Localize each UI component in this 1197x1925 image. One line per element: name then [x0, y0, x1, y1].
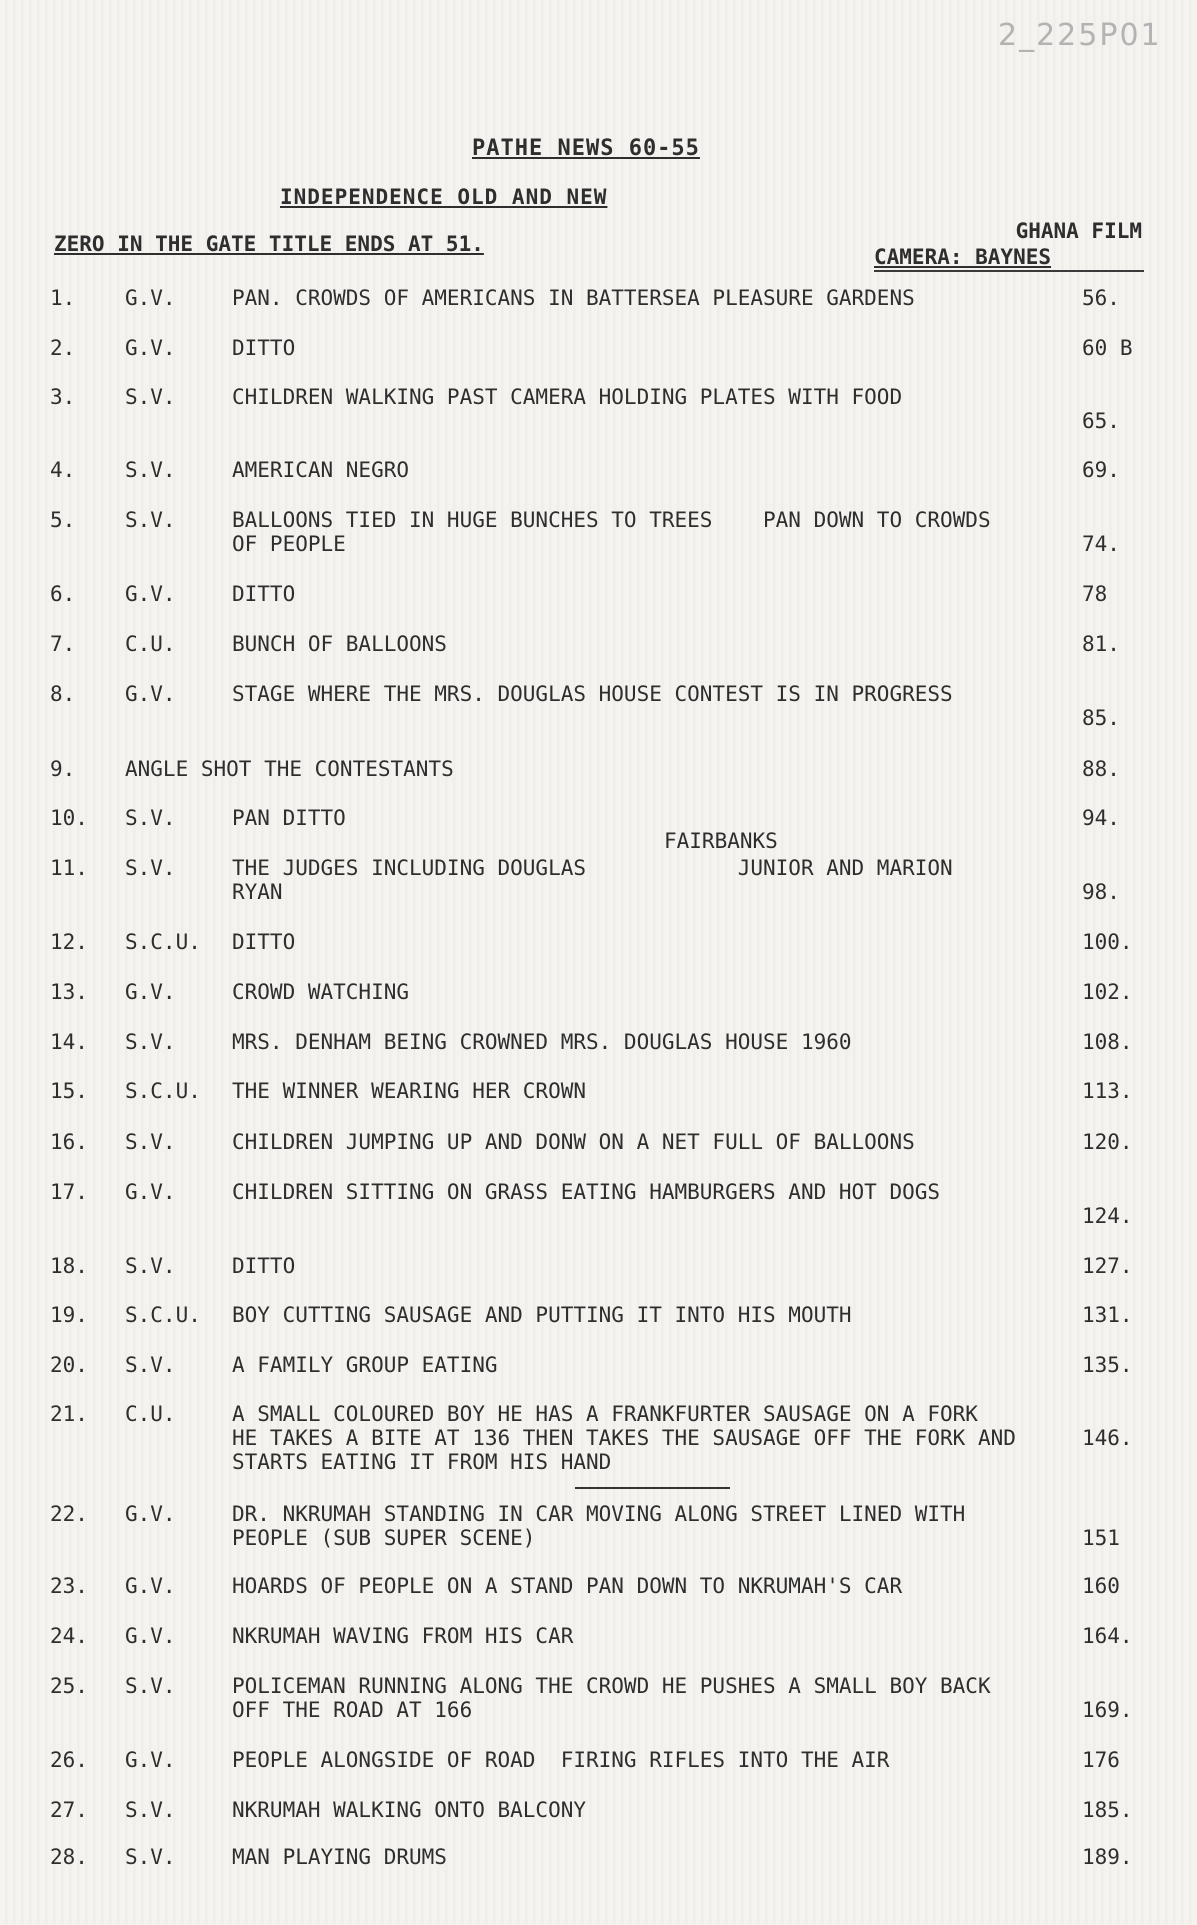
- shot-number: 24.: [50, 1624, 88, 1648]
- shot-type: S.C.U.: [125, 1303, 201, 1327]
- shot-number: 11.: [50, 856, 88, 880]
- footage-count: 65.: [1082, 409, 1120, 433]
- footage-count: 146.: [1082, 1426, 1133, 1450]
- footage-count: 102.: [1082, 980, 1133, 1004]
- shot-description: AMERICAN NEGRO: [232, 458, 410, 482]
- shot-row: [0, 682, 1197, 742]
- shot-row: [0, 508, 1197, 568]
- footage-count: 85.: [1082, 706, 1120, 730]
- shot-description: STAGE WHERE THE MRS. DOUGLAS HOUSE CONTEST IS IN PROGRESS: [232, 682, 953, 706]
- footage-count: 88.: [1082, 757, 1120, 781]
- footage-count: 108.: [1082, 1030, 1133, 1054]
- shot-number: 3.: [50, 385, 76, 409]
- shot-type: G.V.: [125, 336, 176, 360]
- shot-type: S.V.: [125, 508, 176, 532]
- shot-type: S.V.: [125, 1254, 176, 1278]
- shot-type: S.V.: [125, 458, 176, 482]
- shot-number: 15.: [50, 1079, 88, 1103]
- shot-type: G.V.: [125, 286, 176, 310]
- pen-mark: [575, 1487, 730, 1489]
- shot-type: S.C.U.: [125, 930, 201, 954]
- shot-row: [0, 1674, 1197, 1734]
- shot-description: A SMALL COLOURED BOY HE HAS A FRANKFURTER SAUSAGE ON A FORK HE TAKES A BITE AT 136 THEN TAKES THE SAUSAGE OFF THE FORK AND STARTS EATING IT FROM HIS HAND: [232, 1402, 1016, 1474]
- footage-count: 189.: [1082, 1845, 1133, 1869]
- shot-description: NKRUMAH WALKING ONTO BALCONY: [232, 1798, 587, 1822]
- footage-count: 74.: [1082, 532, 1120, 556]
- footage-count: 78: [1082, 582, 1108, 606]
- shot-number: 6.: [50, 582, 76, 606]
- zero-in-gate-line: ZERO IN THE GATE TITLE ENDS AT 51.: [54, 232, 484, 256]
- inserted-correction: FAIRBANKS: [664, 829, 778, 853]
- shot-row: [0, 829, 1197, 916]
- shot-description: POLICEMAN RUNNING ALONG THE CROWD HE PUSHES A SMALL BOY BACK OFF THE ROAD AT 166: [232, 1674, 991, 1722]
- footage-count: 151: [1082, 1526, 1120, 1550]
- shot-number: 18.: [50, 1254, 88, 1278]
- camera-credit: CAMERA: BAYNES: [874, 245, 1052, 269]
- shot-description: BOY CUTTING SAUSAGE AND PUTTING IT INTO HIS MOUTH: [232, 1303, 852, 1327]
- shot-description: PEOPLE ALONGSIDE OF ROAD FIRING RIFLES INTO THE AIR: [232, 1748, 890, 1772]
- footage-count: 169.: [1082, 1698, 1133, 1722]
- document-title: PATHE NEWS 60-55: [472, 136, 700, 161]
- shot-number: 7.: [50, 632, 76, 656]
- shot-description: BALLOONS TIED IN HUGE BUNCHES TO TREES PAN DOWN TO CROWDS OF PEOPLE: [232, 508, 991, 556]
- shot-description: BUNCH OF BALLOONS: [232, 632, 447, 656]
- shot-description: DITTO: [232, 1254, 296, 1278]
- footage-count: 100.: [1082, 930, 1133, 954]
- shot-number: 10.: [50, 806, 88, 830]
- footage-count: 60 B: [1082, 336, 1133, 360]
- shot-type: C.U.: [125, 1402, 176, 1426]
- shot-description: CHILDREN WALKING PAST CAMERA HOLDING PLATES WITH FOOD: [232, 385, 903, 409]
- shot-number: 25.: [50, 1674, 88, 1698]
- shot-number: 19.: [50, 1303, 88, 1327]
- shot-description: MAN PLAYING DRUMS: [232, 1845, 447, 1869]
- footage-count: 135.: [1082, 1353, 1133, 1377]
- shot-row: [0, 1180, 1197, 1240]
- shot-number: 23.: [50, 1574, 88, 1598]
- shot-description: DITTO: [232, 582, 296, 606]
- shot-type: S.V.: [125, 1845, 176, 1869]
- footage-count: 81.: [1082, 632, 1120, 656]
- shot-number: 27.: [50, 1798, 88, 1822]
- shot-number: 14.: [50, 1030, 88, 1054]
- footage-count: 160: [1082, 1574, 1120, 1598]
- shot-number: 9.: [50, 757, 76, 781]
- shot-description: A FAMILY GROUP EATING: [232, 1353, 498, 1377]
- shot-description: THE JUDGES INCLUDING DOUGLAS JUNIOR AND MARION RYAN: [232, 856, 953, 904]
- shot-description: CHILDREN SITTING ON GRASS EATING HAMBURGERS AND HOT DOGS: [232, 1180, 941, 1204]
- shot-row: [0, 385, 1197, 445]
- shot-type: S.V.: [125, 1353, 176, 1377]
- footage-count: 124.: [1082, 1204, 1133, 1228]
- shot-number: 1.: [50, 286, 76, 310]
- shot-number: 26.: [50, 1748, 88, 1772]
- shot-description: PAN DITTO: [232, 806, 346, 830]
- shot-type: G.V.: [125, 1502, 176, 1526]
- footage-count: 113.: [1082, 1079, 1133, 1103]
- shot-type: S.V.: [125, 1674, 176, 1698]
- shot-number: 8.: [50, 682, 76, 706]
- shot-description: NKRUMAH WAVING FROM HIS CAR: [232, 1624, 574, 1648]
- shot-type: G.V.: [125, 1748, 176, 1772]
- shot-type: G.V.: [125, 682, 176, 706]
- shot-description: CHILDREN JUMPING UP AND DONW ON A NET FULL OF BALLOONS: [232, 1130, 915, 1154]
- shot-type: S.V.: [125, 806, 176, 830]
- shot-number: 28.: [50, 1845, 88, 1869]
- shot-number: 17.: [50, 1180, 88, 1204]
- shot-row: [0, 1845, 1197, 1905]
- shot-number: 12.: [50, 930, 88, 954]
- shot-description: THE WINNER WEARING HER CROWN: [232, 1079, 587, 1103]
- footage-count: 131.: [1082, 1303, 1133, 1327]
- shot-type: S.V.: [125, 1798, 176, 1822]
- footage-count: 56.: [1082, 286, 1120, 310]
- shot-description: DITTO: [232, 930, 296, 954]
- shot-type: S.V.: [125, 1030, 176, 1054]
- footage-count: 164.: [1082, 1624, 1133, 1648]
- shot-number: 2.: [50, 336, 76, 360]
- shot-description: ANGLE SHOT THE CONTESTANTS: [125, 757, 454, 781]
- shot-type: G.V.: [125, 1574, 176, 1598]
- shot-number: 4.: [50, 458, 76, 482]
- shot-description: MRS. DENHAM BEING CROWNED MRS. DOUGLAS HOUSE 1960: [232, 1030, 852, 1054]
- shot-type: S.V.: [125, 1130, 176, 1154]
- footage-count: 98.: [1082, 880, 1120, 904]
- shot-number: 22.: [50, 1502, 88, 1526]
- shot-type: S.C.U.: [125, 1079, 201, 1103]
- footage-count: 176: [1082, 1748, 1120, 1772]
- shot-type: G.V.: [125, 980, 176, 1004]
- shot-description: PAN. CROWDS OF AMERICANS IN BATTERSEA PLEASURE GARDENS: [232, 286, 915, 310]
- footage-count: 185.: [1082, 1798, 1133, 1822]
- shot-type: S.V.: [125, 385, 176, 409]
- footage-count: 69.: [1082, 458, 1120, 482]
- shot-type: G.V.: [125, 1624, 176, 1648]
- document-subtitle: INDEPENDENCE OLD AND NEW: [280, 185, 608, 209]
- shot-type: C.U.: [125, 632, 176, 656]
- footage-count: 120.: [1082, 1130, 1133, 1154]
- shot-description: HOARDS OF PEOPLE ON A STAND PAN DOWN TO NKRUMAH'S CAR: [232, 1574, 903, 1598]
- shot-number: 20.: [50, 1353, 88, 1377]
- header-rule: [874, 270, 1144, 272]
- shot-row: [0, 1402, 1197, 1474]
- shot-type: G.V.: [125, 582, 176, 606]
- shot-number: 16.: [50, 1130, 88, 1154]
- footage-count: 94.: [1082, 806, 1120, 830]
- shot-type: S.V.: [125, 856, 176, 880]
- shot-number: 13.: [50, 980, 88, 1004]
- shot-number: 21.: [50, 1402, 88, 1426]
- reference-mark: 2_225P01: [998, 18, 1162, 53]
- shot-description: DITTO: [232, 336, 296, 360]
- footage-count: 127.: [1082, 1254, 1133, 1278]
- shot-description: CROWD WATCHING: [232, 980, 410, 1004]
- ghana-film-label: GHANA FILM: [1015, 219, 1142, 243]
- shot-row: [0, 1502, 1197, 1562]
- shot-description: DR. NKRUMAH STANDING IN CAR MOVING ALONG STREET LINED WITH PEOPLE (SUB SUPER SCENE): [232, 1502, 966, 1550]
- shot-number: 5.: [50, 508, 76, 532]
- shot-type: G.V.: [125, 1180, 176, 1204]
